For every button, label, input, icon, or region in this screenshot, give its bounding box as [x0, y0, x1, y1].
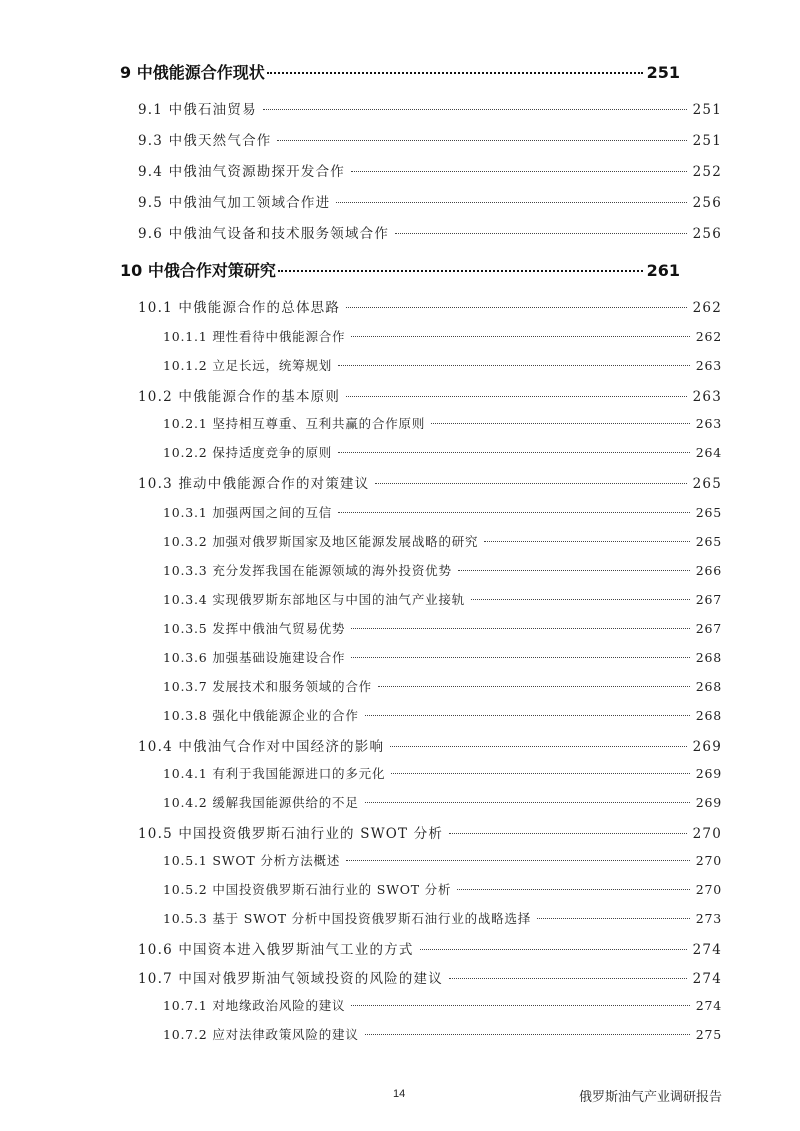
toc-entry-title — [120, 258, 276, 281]
toc-entry-page: 262 — [692, 300, 722, 316]
dot-leader — [420, 949, 687, 950]
toc-entry-text: 中俄油气资源勘探开发合作 — [168, 164, 345, 180]
dot-leader — [431, 423, 690, 424]
toc-entry-level-2[interactable] — [138, 222, 722, 242]
toc-entry-page: 273 — [695, 911, 722, 926]
toc-entry-page: 270 — [695, 853, 722, 868]
toc-entry-title — [163, 443, 332, 461]
toc-entry-number: 10.1.1 — [163, 329, 208, 344]
toc-entry-level-1[interactable] — [120, 258, 680, 281]
toc-entry-page: 268 — [695, 679, 722, 694]
toc-entry-text: 立足长远，统筹规划 — [212, 358, 333, 373]
toc-entry-title — [163, 996, 345, 1014]
toc-entry-level-3[interactable] — [163, 590, 722, 608]
toc-entry-level-2[interactable] — [138, 735, 722, 755]
toc-entry-page: 265 — [695, 534, 722, 549]
toc-entry-page: 269 — [692, 739, 722, 755]
toc-entry-text: 推动中俄能源合作的对策建议 — [178, 476, 370, 492]
toc-entry-title — [120, 60, 265, 83]
toc-entry-title — [138, 822, 443, 842]
toc-entry-number: 9.1 — [138, 102, 164, 118]
toc-entry-page: 275 — [695, 1027, 722, 1042]
toc-entry-page: 251 — [692, 102, 722, 118]
toc-entry-number: 10.5.1 — [163, 853, 208, 868]
toc-entry-text: 加强两国之间的互信 — [212, 505, 333, 520]
dot-leader — [365, 802, 690, 803]
toc-entry-number: 10.3.1 — [163, 505, 208, 520]
toc-entry-text: 中俄能源合作的基本原则 — [178, 389, 341, 405]
toc-entry-text: 应对法律政策风险的建议 — [212, 1027, 359, 1042]
toc-entry-title — [163, 1025, 359, 1043]
toc-entry-number: 10.1 — [138, 300, 173, 316]
dot-leader — [346, 307, 687, 308]
toc-entry-title — [138, 98, 257, 118]
toc-entry-page: 263 — [695, 416, 722, 431]
toc-entry-number: 9.4 — [138, 164, 164, 180]
toc-entry-title — [138, 222, 389, 242]
toc-entry-number: 10.3.3 — [163, 563, 208, 578]
toc-entry-number: 10.3 — [138, 476, 173, 492]
toc-entry-level-3[interactable] — [163, 532, 722, 550]
toc-entry-page: 266 — [695, 563, 722, 578]
toc-entry-title — [138, 191, 330, 211]
dot-leader — [471, 599, 690, 600]
toc-entry-text: 坚持相互尊重、互利共赢的合作原则 — [212, 416, 426, 431]
toc-entry-level-3[interactable] — [163, 996, 722, 1014]
toc-entry-page: 267 — [695, 592, 722, 607]
toc-entry-level-2[interactable] — [138, 296, 722, 316]
report-title: 俄罗斯油气产业调研报告 — [578, 1090, 722, 1105]
dot-leader — [263, 109, 687, 110]
toc-entry-text: 基于 SWOT 分析中国投资俄罗斯石油行业的战略选择 — [212, 911, 532, 926]
toc-entry-title — [138, 967, 443, 987]
toc-entry-title — [138, 938, 414, 958]
toc-entry-title — [163, 503, 332, 521]
toc-entry-number: 10.3.8 — [163, 708, 208, 723]
toc-entry-number: 10 — [120, 261, 143, 280]
toc-entry-page: 269 — [695, 766, 722, 781]
toc-entry-title — [163, 327, 345, 345]
toc-entry-number: 10.5.3 — [163, 911, 208, 926]
dot-leader — [346, 396, 687, 397]
toc-entry-text: 强化中俄能源企业的合作 — [212, 708, 359, 723]
toc-entry-level-3[interactable] — [163, 648, 722, 666]
toc-entry-text: 中国对俄罗斯油气领域投资的风险的建议 — [178, 971, 443, 987]
toc-entry-page: 274 — [692, 942, 722, 958]
dot-leader — [351, 336, 689, 337]
toc-entry-level-1[interactable] — [120, 60, 680, 83]
toc-entry-page: 261 — [646, 261, 680, 280]
toc-entry-page: 251 — [692, 133, 722, 149]
toc-entry-title — [163, 414, 425, 432]
toc-entry-title — [138, 472, 369, 492]
toc-entry-title — [163, 909, 531, 927]
toc-entry-text: 发挥中俄油气贸易优势 — [212, 621, 346, 636]
toc-entry-number: 10.4.1 — [163, 766, 208, 781]
toc-entry-title — [163, 793, 359, 811]
toc-entry-title — [138, 735, 384, 755]
page-number: 14 — [393, 1088, 406, 1100]
toc-entry-number: 10.3.7 — [163, 679, 208, 694]
toc-entry-title — [138, 129, 271, 149]
toc-entry-title — [163, 764, 385, 782]
toc-entry-level-3[interactable] — [163, 706, 722, 724]
toc-entry-page: 268 — [695, 650, 722, 665]
toc-entry-number: 10.3.4 — [163, 592, 208, 607]
toc-entry-page: 267 — [695, 621, 722, 636]
dot-leader — [351, 657, 689, 658]
toc-entry-page: 252 — [692, 164, 722, 180]
toc-entry-page: 262 — [695, 329, 722, 344]
toc-entry-level-2[interactable] — [138, 967, 722, 987]
toc-entry-number: 10.5 — [138, 826, 173, 842]
toc-entry-text: SWOT 分析方法概述 — [212, 853, 341, 868]
toc-entry-level-2[interactable] — [138, 98, 722, 118]
toc-entry-title — [163, 590, 465, 608]
toc-entry-text: 中国投资俄罗斯石油行业的 SWOT 分析 — [178, 826, 444, 842]
toc-entry-text: 中俄天然气合作 — [168, 133, 272, 149]
toc-entry-title — [163, 677, 372, 695]
toc-entry-page: 264 — [695, 445, 722, 460]
dot-leader — [395, 233, 687, 234]
toc-entry-number: 9.6 — [138, 226, 164, 242]
toc-entry-page: 268 — [695, 708, 722, 723]
toc-entry-level-3[interactable] — [163, 677, 722, 695]
toc-entry-level-2[interactable] — [138, 938, 722, 958]
toc-entry-page: 265 — [695, 505, 722, 520]
toc-entry-text: 中俄油气合作对中国经济的影响 — [178, 739, 385, 755]
toc-entry-page: 263 — [695, 358, 722, 373]
toc-entry-text: 实现俄罗斯东部地区与中国的油气产业接轨 — [212, 592, 466, 607]
dot-leader — [336, 202, 686, 203]
dot-leader — [375, 483, 686, 484]
dot-leader — [351, 171, 687, 172]
dot-leader — [537, 918, 690, 919]
toc-entry-page: 270 — [692, 826, 722, 842]
dot-leader — [390, 746, 686, 747]
toc-entry-level-3[interactable] — [163, 880, 722, 898]
toc-entry-level-3[interactable] — [163, 909, 722, 927]
toc-entry-number: 10.2 — [138, 389, 173, 405]
dot-leader — [365, 715, 690, 716]
toc-entry-number: 10.7.1 — [163, 998, 208, 1013]
toc-entry-number: 9.5 — [138, 195, 164, 211]
dot-leader — [351, 628, 689, 629]
toc-entry-title — [163, 561, 452, 579]
toc-entry-text: 中俄能源合作的总体思路 — [178, 300, 341, 316]
toc-entry-level-2[interactable] — [138, 385, 722, 405]
toc-entry-page: 274 — [695, 998, 722, 1013]
toc-entry-title — [138, 296, 340, 316]
toc-entry-text: 保持适度竞争的原则 — [212, 445, 333, 460]
toc-entry-page: 251 — [646, 63, 680, 82]
toc-entry-level-2[interactable] — [138, 129, 722, 149]
toc-entry-text: 中俄油气设备和技术服务领域合作 — [168, 226, 390, 242]
toc-entry-level-3[interactable] — [163, 561, 722, 579]
dot-leader — [338, 452, 690, 453]
toc-entry-text: 对地缘政治风险的建议 — [212, 998, 346, 1013]
dot-leader — [484, 541, 689, 542]
toc-entry-page: 274 — [692, 971, 722, 987]
toc-entry-level-3[interactable] — [163, 443, 722, 461]
toc-entry-text: 发展技术和服务领域的合作 — [212, 679, 372, 694]
toc-entry-page: 269 — [695, 795, 722, 810]
toc-entry-level-2[interactable] — [138, 822, 722, 842]
dot-leader — [449, 978, 687, 979]
toc-entry-title — [163, 356, 332, 374]
toc-entry-text: 加强对俄罗斯国家及地区能源发展战略的研究 — [212, 534, 479, 549]
dot-leader — [378, 686, 690, 687]
dot-leader — [449, 833, 686, 834]
toc-entry-title — [163, 648, 345, 666]
dot-leader — [267, 72, 643, 74]
toc-entry-number: 10.3.2 — [163, 534, 208, 549]
toc-entry-page: 263 — [692, 389, 722, 405]
toc-entry-level-3[interactable] — [163, 1025, 722, 1043]
toc-entry-text: 缓解我国能源供给的不足 — [212, 795, 359, 810]
toc-entry-text: 中俄油气加工领域合作进 — [168, 195, 331, 211]
dot-leader — [346, 860, 690, 861]
toc-entry-number: 10.5.2 — [163, 882, 208, 897]
toc-entry-text: 中俄石油贸易 — [168, 102, 257, 118]
dot-leader — [365, 1034, 690, 1035]
toc-entry-level-2[interactable] — [138, 191, 722, 211]
toc-entry-title — [163, 880, 451, 898]
toc-entry-text: 中国投资俄罗斯石油行业的 SWOT 分析 — [212, 882, 452, 897]
toc-entry-title — [138, 160, 345, 180]
toc-entry-title — [163, 532, 478, 550]
toc-entry-level-3[interactable] — [163, 619, 722, 637]
toc-entry-text: 中俄合作对策研究 — [147, 261, 276, 280]
toc-entry-text: 中国资本进入俄罗斯油气工业的方式 — [178, 942, 414, 958]
toc-entry-number: 10.4.2 — [163, 795, 208, 810]
toc-entry-page: 256 — [692, 226, 722, 242]
dot-leader — [457, 889, 689, 890]
toc-entry-number: 10.2.2 — [163, 445, 208, 460]
toc-entry-number: 10.1.2 — [163, 358, 208, 373]
dot-leader — [277, 140, 686, 141]
toc-entry-title — [138, 385, 340, 405]
toc-entry-number: 10.7.2 — [163, 1027, 208, 1042]
dot-leader — [278, 270, 643, 272]
toc-entry-number: 9 — [120, 63, 132, 82]
toc-entry-level-3[interactable] — [163, 764, 722, 782]
toc-entry-level-3[interactable] — [163, 851, 722, 869]
dot-leader — [458, 570, 690, 571]
toc-entry-level-3[interactable] — [163, 414, 722, 432]
toc-entry-number: 9.3 — [138, 133, 164, 149]
toc-entry-level-3[interactable] — [163, 327, 722, 345]
toc-entry-title — [163, 706, 359, 724]
dot-leader — [351, 1005, 689, 1006]
toc-entry-level-3[interactable] — [163, 793, 722, 811]
toc-entry-text: 理性看待中俄能源合作 — [212, 329, 346, 344]
toc-entry-text: 有利于我国能源进口的多元化 — [212, 766, 386, 781]
toc-entry-level-2[interactable] — [138, 160, 722, 180]
toc-entry-level-2[interactable] — [138, 472, 722, 492]
toc-entry-text: 充分发挥我国在能源领域的海外投资优势 — [212, 563, 452, 578]
toc-entry-number: 10.3.5 — [163, 621, 208, 636]
toc-entry-title — [163, 619, 345, 637]
toc-entry-number: 10.6 — [138, 942, 173, 958]
toc-entry-level-3[interactable] — [163, 356, 722, 374]
dot-leader — [391, 773, 689, 774]
toc-entry-title — [163, 851, 340, 869]
toc-entry-page: 270 — [695, 882, 722, 897]
dot-leader — [338, 512, 690, 513]
toc-entry-number: 10.2.1 — [163, 416, 208, 431]
toc-entry-text: 加强基础设施建设合作 — [212, 650, 346, 665]
toc-entry-text: 中俄能源合作现状 — [136, 63, 265, 82]
toc-entry-number: 10.3.6 — [163, 650, 208, 665]
toc-entry-page: 265 — [692, 476, 722, 492]
toc-entry-page: 256 — [692, 195, 722, 211]
toc-entry-number: 10.7 — [138, 971, 173, 987]
toc-entry-level-3[interactable] — [163, 503, 722, 521]
dot-leader — [338, 365, 690, 366]
toc-entry-number: 10.4 — [138, 739, 173, 755]
